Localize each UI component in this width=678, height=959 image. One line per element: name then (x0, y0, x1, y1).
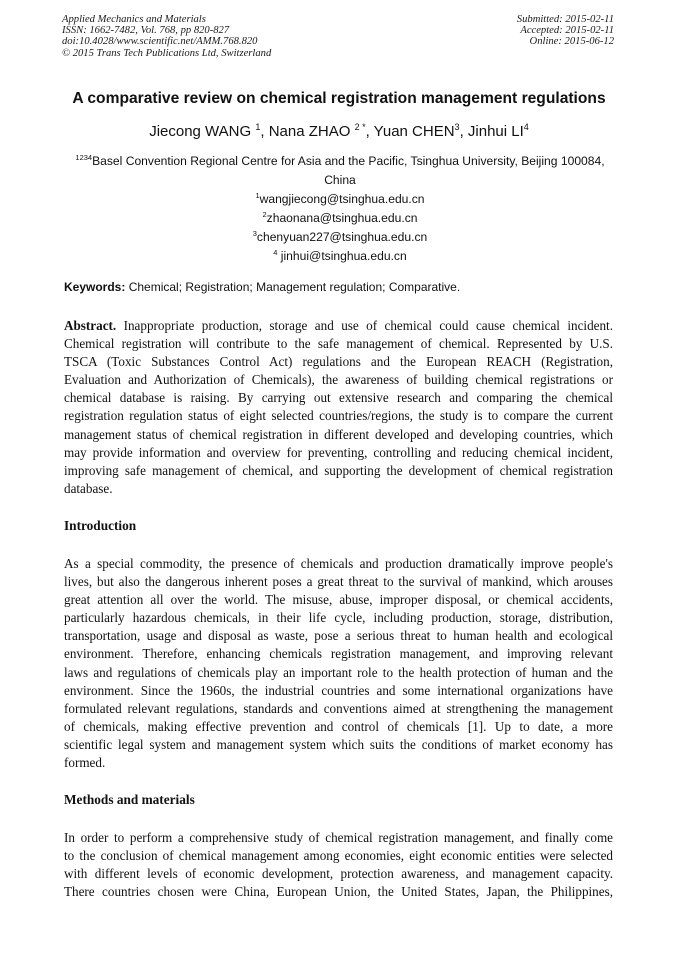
journal-copyright: © 2015 Trans Tech Publications Ltd, Switzerland (62, 47, 272, 59)
abstract-line: Evaluation and Authorization of Chemicals), the awareness of building chemical registrations or (64, 372, 613, 388)
abstract-line: may provide information and overview for preventing, controlling and reducing chemical incident, (64, 444, 613, 460)
paper-title: A comparative review on chemical registration management regulations (72, 90, 606, 107)
paragraph-line: transportation, usage and disposal as waste, pose a serious threat to human health and ecological (64, 628, 613, 644)
paragraph-line: In order to perform a comprehensive study of chemical registration management, and finally come (64, 830, 613, 845)
abstract-line: database. (64, 480, 113, 496)
abstract-line (64, 317, 613, 335)
paragraph-line: with different levels of economic development, protection awareness, and management capacity. (64, 866, 613, 882)
email-2 (62, 209, 618, 228)
paragraph-line: of chemicals, making effective prevention and control of chemicals [1]. Up to date, a more (64, 718, 613, 734)
email-marker: 3 (252, 229, 257, 238)
affiliation-text: Basel Convention Regional Centre for Asia and the Pacific, Tsinghua University, Beijing 100084, (92, 154, 605, 168)
author-list (0, 123, 678, 140)
abstract-line: TSCA (Toxic Substances Control Act) regulations and the European REACH (Registration, (64, 354, 613, 370)
email-link[interactable]: zhaonana@tsinghua.edu.cn (266, 211, 418, 225)
paragraph-line: formulated relevant regulations, standards and conventions aimed at strengthening the management (64, 700, 613, 716)
keywords (64, 280, 460, 294)
author-separator: , (459, 123, 468, 140)
journal-issn: ISSN: 1662-7482, Vol. 768, pp 820-827 (62, 25, 230, 37)
author-name: Jinhui LI (467, 123, 524, 140)
author-affiliation-marker: 1 (255, 122, 261, 132)
abstract-line: Chemical registration will contribute to the safe management of chemical. Represented by U.S. (64, 336, 613, 352)
affiliation-block (62, 152, 618, 266)
section-heading-introduction: Introduction (64, 518, 137, 533)
introduction-paragraph (64, 555, 613, 772)
submitted-date: Submitted: 2015-02-11 (516, 14, 614, 25)
paragraph-line: There countries chosen were China, European Union, the United States, Japan, the Philippines, (64, 884, 613, 900)
author-separator: , (365, 123, 374, 140)
email-link[interactable]: jinhui@tsinghua.edu.cn (277, 249, 407, 263)
paragraph-line: scientific legal system and management system which suits the conditions of market economy has (64, 736, 613, 752)
keywords-text: Chemical; Registration; Management regulation; Comparative. (125, 280, 461, 294)
journal-info (62, 14, 271, 59)
abstract-text: Inappropriate production, storage and use of chemical could cause chemical incident. (116, 318, 613, 333)
paragraph-line: to the conclusion of chemical management among economies, eight economic entities were selected (64, 848, 613, 864)
abstract-line: management status of chemical registration in different developed and developing countries, which (64, 426, 613, 442)
email-marker: 1 (255, 191, 260, 200)
email-link[interactable]: wangjiecong@tsinghua.edu.cn (259, 192, 425, 206)
paragraph-line: formed. (64, 755, 106, 771)
paragraph-line: great attention all over the world. The misuse, abuse, improper disposal, or chemical accidents, (64, 592, 613, 608)
email-marker: 2 (262, 210, 267, 219)
author-affiliation-marker: 2 * (354, 122, 366, 132)
email-3 (62, 228, 618, 247)
email-marker: 4 (273, 248, 278, 257)
author-name: Nana ZHAO (268, 123, 355, 140)
keywords-label: Keywords: (64, 280, 126, 294)
methods-paragraph (64, 829, 613, 901)
abstract-line: registration regulation status of eight selected countries/regions, the study is to compare the current (64, 408, 613, 424)
online-date: Online: 2015-06-12 (529, 36, 614, 48)
author-name: Jiecong WANG (149, 123, 256, 140)
abstract-label: Abstract. (64, 318, 117, 333)
abstract-line: chemical database is raising. By carrying out extensive research and comparing the chemical (64, 390, 613, 406)
affiliation (62, 152, 618, 171)
section-heading-methods: Methods and materials (64, 792, 195, 807)
author-affiliation-marker: 4 (523, 122, 529, 132)
author-name: Yuan CHEN (373, 123, 455, 140)
paragraph-line: environment. Therefore, enhancing chemicals registration management, and improving relevant (64, 646, 613, 662)
accepted-date: Accepted: 2015-02-11 (520, 25, 614, 37)
paragraph-line: As a special commodity, the presence of chemicals and production dramatically improve people's (64, 556, 613, 571)
email-4 (62, 247, 618, 266)
abstract (64, 317, 613, 498)
paragraph-line: environment. Since the 1960s, the industrial countries and some international organizations have (64, 682, 613, 698)
affiliation-marker: 1234 (75, 153, 93, 162)
affiliation-country: China (324, 173, 356, 187)
publication-dates (517, 14, 614, 48)
author-separator: , (260, 123, 269, 140)
abstract-line: improving safe management of chemical, and supporting the development of chemical registration (64, 462, 613, 478)
journal-doi: doi:10.4028/www.scientific.net/AMM.768.820 (62, 36, 258, 48)
paragraph-line: particularly hazardous chemicals, in their life cycle, including production, storage, distribution, (64, 610, 613, 626)
email-1 (62, 190, 618, 209)
journal-name: Applied Mechanics and Materials (62, 14, 206, 25)
paragraph-line: lives, but also the dangerous inherent poses a great threat to the survival of mankind, which arouses (64, 574, 613, 590)
email-link[interactable]: chenyuan227@tsinghua.edu.cn (256, 230, 428, 244)
paragraph-line: laws and regulations of chemicals play an important role to the health protection of human and the (64, 664, 613, 680)
author-affiliation-marker: 3 (454, 122, 460, 132)
